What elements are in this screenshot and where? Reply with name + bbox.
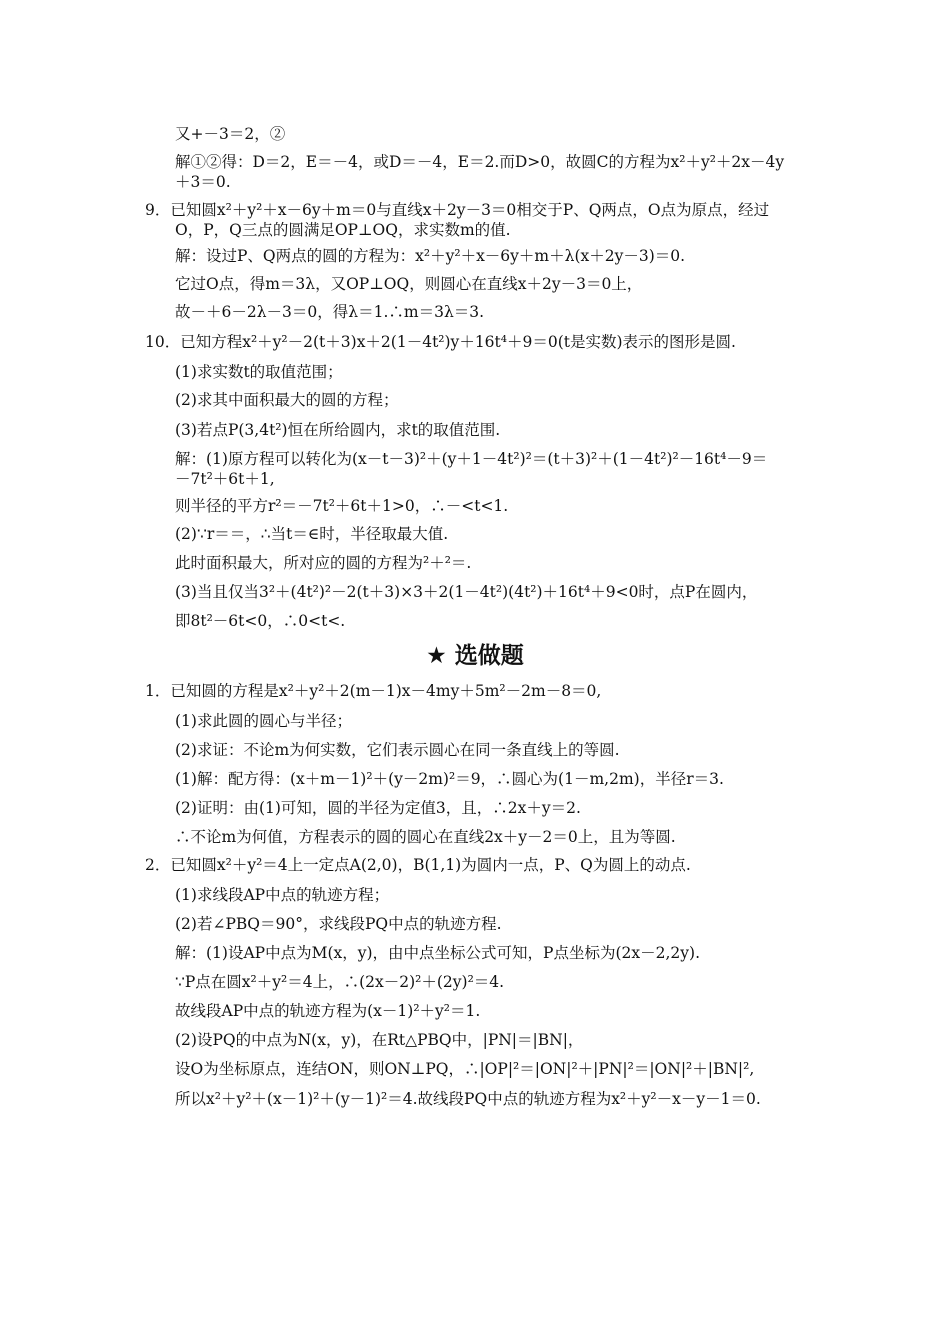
text-line: (1)求线段AP中点的轨迹方程； (175, 886, 390, 904)
text-line: 解①②得：D＝2，E＝－4，或D＝－4，E＝2.而D>0，故圆C的方程为x²＋y²＋2x－4y (175, 153, 785, 171)
text-line: 所以x²＋y²＋(x－1)²＋(y－1)²＝4.故线段PQ中点的轨迹方程为x²＋y²－x－y－1＝0. (175, 1090, 761, 1108)
text-line: (2)求证：不论m为何实数，它们表示圆心在同一条直线上的等圆. (175, 741, 620, 759)
text-line: (2)∵r＝＝，∴当t＝∈时，半径取最大值. (175, 525, 449, 543)
text-line: 故－＋6－2λ－3＝0，得λ＝1.∴m＝3λ＝3. (175, 303, 485, 321)
optional-problem-2-line: 2．已知圆x²＋y²＝4上一定点A(2,0)，B(1,1)为圆内一点，P、Q为圆上的动点. (145, 856, 691, 874)
text-line: 解：设过P、Q两点的圆的方程为：x²＋y²＋x－6y＋m＋λ(x＋2y－3)＝0. (175, 247, 686, 265)
text-line: (1)解：配方得：(x＋m－1)²＋(y－2m)²＝9，∴圆心为(1－m,2m)，半径r＝3. (175, 770, 724, 788)
section-heading: ★ 选做题 (426, 643, 524, 669)
text-line: (2)证明：由(1)可知，圆的半径为定值3，且，∴2x＋y＝2. (175, 799, 581, 817)
text-line: (3)当且仅当3²＋(4t²)²－2(t＋3)×3＋2(1－4t²)(4t²)＋16t⁴＋9<0时，点P在圆内， (175, 583, 758, 601)
text-line: 则半径的平方r²＝－7t²＋6t＋1>0，∴－<t<1. (175, 497, 509, 515)
text-line: ∴不论m为何值，方程表示的圆的圆心在直线2x＋y－2＝0上，且为等圆. (175, 828, 676, 846)
text-line: 故线段AP中点的轨迹方程为(x－1)²＋y²＝1. (175, 1002, 481, 1020)
text-line: 设O为坐标原点，连结ON，则ON⊥PQ，∴|OP|²＝|ON|²＋|PN|²＝|ON|²＋|BN|², (175, 1060, 755, 1078)
text-line: (3)若点P(3,4t²)恒在所给圆内，求t的取值范围. (175, 421, 501, 439)
text-line: 解：(1)设AP中点为M(x，y)，由中点坐标公式可知，P点坐标为(2x－2,2y). (175, 944, 701, 962)
text-line: 解：(1)原方程可以转化为(x－t－3)²＋(y＋1－4t²)²＝(t＋3)²＋(1－4t²)²－16t⁴－9＝ (175, 450, 768, 468)
text-line: (2)求其中面积最大的圆的方程； (175, 391, 399, 409)
text-line: (1)求实数t的取值范围； (175, 363, 343, 381)
text-line: 它过O点，得m＝3λ，又OP⊥OQ，则圆心在直线x＋2y－3＝0上， (175, 275, 643, 293)
text-line: 又+－3＝2，② (175, 125, 286, 143)
problem-9-line: 9．已知圆x²＋y²＋x－6y＋m＝0与直线x＋2y－3＝0相交于P、Q两点，O点为原点，经过 (145, 201, 770, 219)
text-line: (2)若∠PBQ＝90°，求线段PQ中点的轨迹方程. (175, 915, 502, 933)
text-line: (1)求此圆的圆心与半径； (175, 712, 352, 730)
text-line: 此时面积最大，所对应的圆的方程为²＋²＝. (175, 554, 472, 572)
text-line: 即8t²－6t<0，∴0<t<. (175, 612, 346, 630)
text-line: (2)设PQ的中点为N(x，y)，在Rt△PBQ中，|PN|＝|BN|， (175, 1031, 584, 1049)
text-line: －7t²＋6t＋1, (175, 470, 275, 488)
text-line: ＋3＝0. (175, 173, 231, 191)
problem-10-line: 10．已知方程x²＋y²－2(t＋3)x＋2(1－4t²)y＋16t⁴＋9＝0(t是实数)表示的图形是圆. (145, 333, 736, 351)
text-line: ∵P点在圆x²＋y²＝4上，∴(2x－2)²＋(2y)²＝4. (175, 973, 505, 991)
optional-problem-1-line: 1．已知圆的方程是x²＋y²＋2(m－1)x－4my＋5m²－2m－8＝0, (145, 682, 602, 700)
text-line: O，P，Q三点的圆满足OP⊥OQ，求实数m的值. (175, 221, 511, 239)
